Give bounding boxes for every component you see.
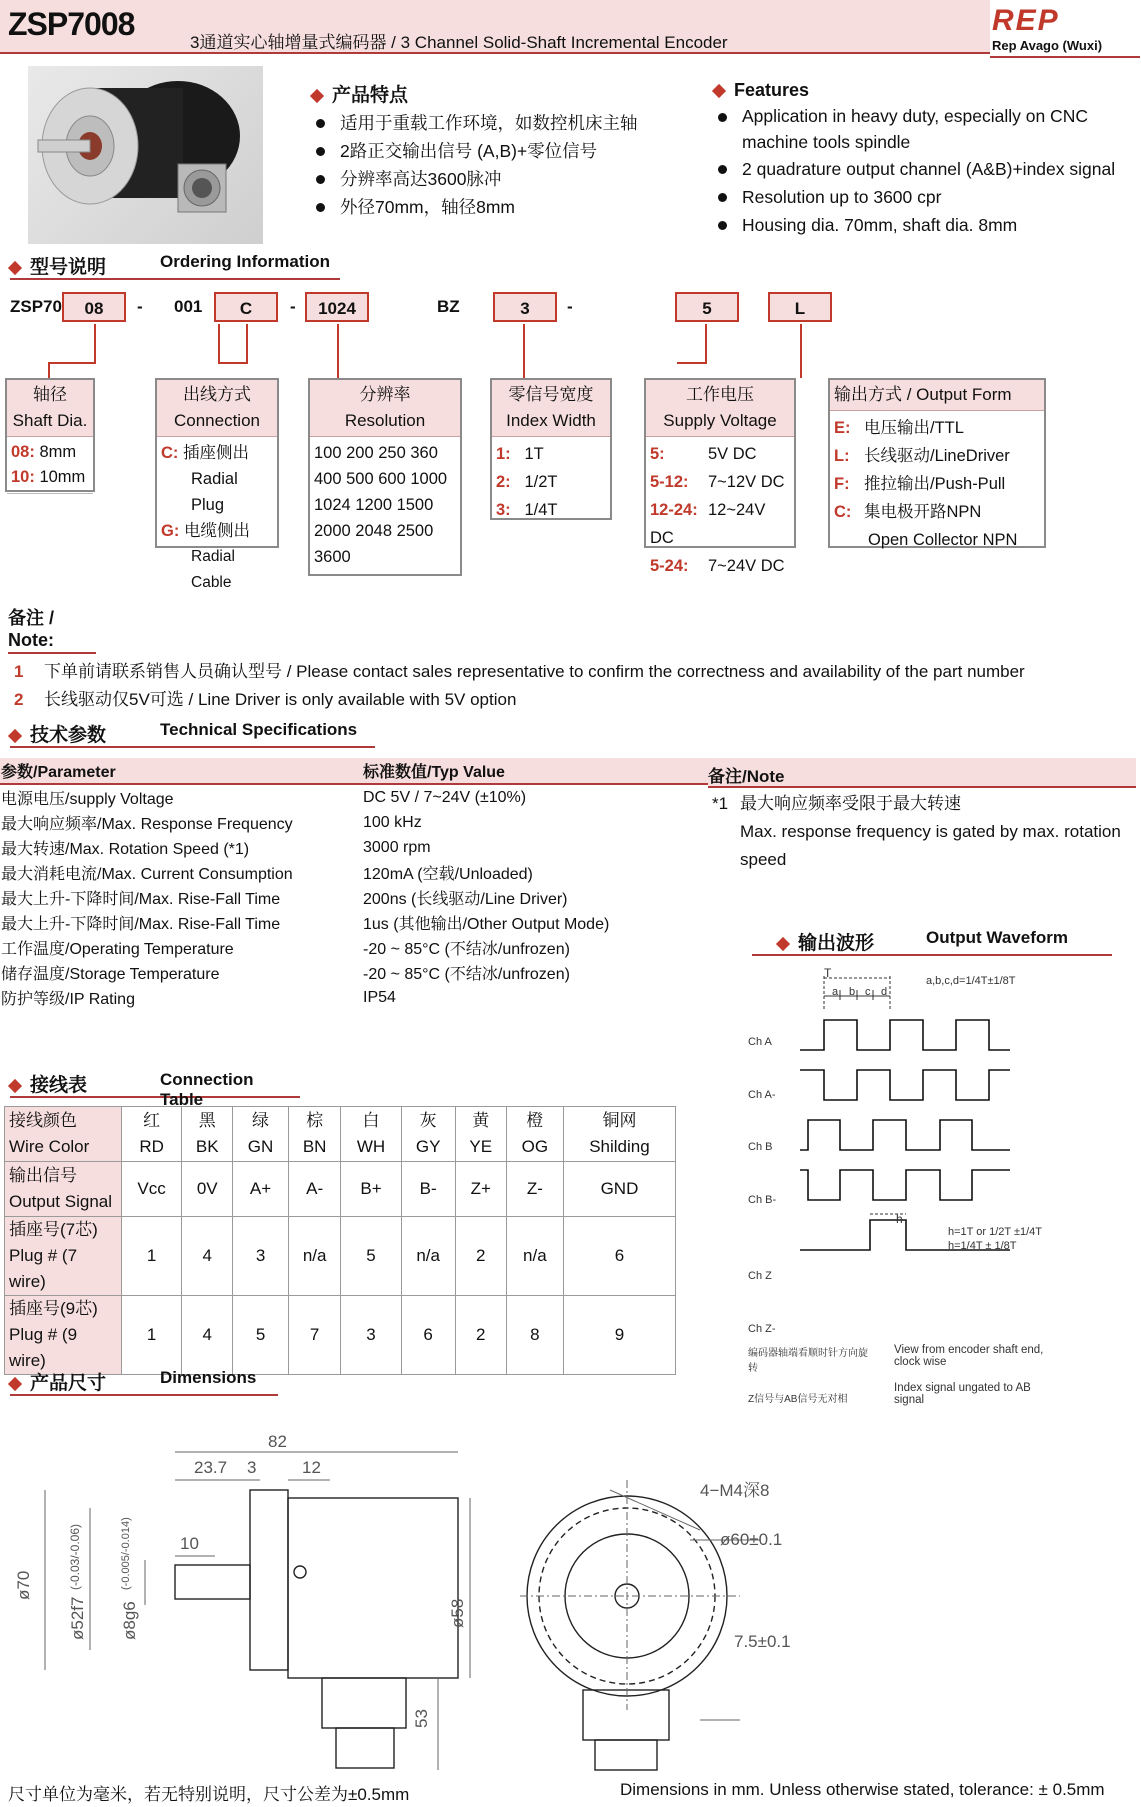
wave-h-note2: h=1/4T ± 1/8T (948, 1240, 1017, 1252)
table-cell: 8 (506, 1296, 563, 1375)
table-cell: 9 (563, 1296, 675, 1375)
spec-value: IP54 (363, 988, 396, 1006)
note-mark: *1 (712, 794, 729, 813)
specs-note-head (708, 758, 1136, 788)
row-label (5, 1217, 122, 1296)
dim-52-tol: (-0.03/-0.06) (68, 1523, 82, 1590)
brand-logo (990, 4, 1140, 58)
table-cell: 5 (233, 1296, 289, 1375)
cell-cn: 红 (143, 1111, 161, 1130)
table-cell: n/a (288, 1217, 341, 1296)
wave-ch-z-neg: Ch Z- (748, 1323, 776, 1335)
table-cell: 6 (563, 1217, 675, 1296)
wave-ch-b-neg: Ch B- (748, 1194, 777, 1206)
resolution-box (308, 378, 462, 576)
table-cell (401, 1107, 455, 1162)
row-label (5, 1107, 122, 1162)
resolution-head: 分辨率 Resolution (310, 380, 460, 437)
option-row: C: 插座侧出 (161, 444, 250, 462)
spec-parameter: 电源电压/supply Voltage (1, 791, 174, 808)
dim-8-tol: (-0.005/-0.014) (120, 1517, 132, 1590)
row-label (5, 1162, 122, 1217)
code-connection: C (214, 292, 278, 322)
dim-10: 10 (180, 1534, 199, 1553)
cell-en: Shilding (589, 1137, 650, 1156)
wiring-heading (10, 1070, 300, 1109)
row-label-en: Plug # (9 wire) (9, 1325, 78, 1370)
code-voltage: 5 (675, 292, 739, 322)
wave-cw-cn: 编码器轴端看顺时针方向旋转 (748, 1348, 868, 1374)
specs-heading (10, 720, 375, 748)
wiring-table (4, 1106, 676, 1375)
spec-parameter: 最大上升-下降时间/Max. Rise-Fall Time (1, 916, 281, 933)
table-cell: A- (288, 1162, 341, 1217)
option-row: F: 推拉输出/Push-Pull (834, 475, 1006, 493)
notes-section (8, 604, 1128, 714)
table-row (0, 810, 708, 835)
list-item: 2 quadrature output channel (A&B)+index signal (714, 155, 1134, 183)
spec-value: 100 kHz (363, 813, 422, 831)
features-en (714, 80, 1134, 239)
dim-58: ø58 (448, 1598, 467, 1628)
wave-z-cn: Z信号与AB信号无对相 (748, 1394, 848, 1405)
list-item: 外径70mm，轴径8mm (312, 193, 692, 221)
logo-subtext: Rep Avago (Wuxi) (992, 38, 1103, 53)
option-row: 08: 8mm (11, 443, 77, 461)
connector-line (523, 324, 525, 378)
code-shaft: 08 (62, 292, 126, 322)
cell-cn: 灰 (419, 1111, 437, 1130)
cell-cn: 黄 (472, 1111, 490, 1130)
row-label (5, 1296, 122, 1375)
supply-voltage-options (646, 437, 794, 583)
spec-value: -20 ~ 85°C (不结冰/unfrozen) (363, 966, 570, 983)
dim-m4: 4−M4深8 (700, 1481, 770, 1500)
dim-8: ø8g6 (120, 1601, 139, 1640)
wave-abcd-note: a,b,c,d=1/4T±1/8T (926, 975, 1016, 987)
dimensions-title-en: Dimensions (160, 1368, 257, 1387)
option-row: 3600 (314, 548, 351, 566)
specs-note (712, 790, 1122, 874)
wiring-body (5, 1107, 676, 1375)
footer-cn: 尺寸单位为毫米，若无特别说明，尺寸公差为±0.5mm (8, 1785, 410, 1804)
table-row (0, 860, 708, 885)
note-en: Max. response frequency is gated by max. rotation speed (740, 822, 1121, 869)
connector-line (337, 324, 339, 378)
cell-en: BK (195, 1137, 219, 1156)
specs-col-parameter: 参数/Parameter (0, 758, 362, 784)
code-mid: 001 (174, 297, 203, 316)
notes-title: 备注 / Note: (8, 604, 96, 654)
table-cell: 0V (182, 1162, 233, 1217)
output-signal-row (5, 1162, 676, 1217)
spec-parameter: 最大上升-下降时间/Max. Rise-Fall Time (1, 891, 281, 908)
resolution-options (310, 437, 460, 573)
cell-en: GY (415, 1137, 441, 1156)
code-dash: - (290, 297, 296, 316)
table-cell: B+ (341, 1162, 401, 1217)
table-row (0, 784, 708, 810)
dimensions-heading (10, 1368, 278, 1396)
code-dash: - (137, 297, 143, 316)
code-bz: BZ (437, 297, 460, 316)
spec-value: 200ns (长线驱动/Line Driver) (363, 891, 568, 908)
option-row: 3: 1/4T (496, 501, 558, 519)
wave-c: c (865, 986, 871, 998)
wave-h-note1: h=1T or 1/2T ±1/4T (948, 1226, 1042, 1238)
empty-row (7, 493, 93, 514)
encoder-illustration (28, 66, 263, 244)
list-item: Application in heavy duty, especially on CNC machine tools spindle (714, 103, 1134, 155)
cell-cn: 绿 (252, 1111, 270, 1130)
wave-a: a (832, 986, 839, 998)
option-row: C: 集电极开路NPN (834, 503, 982, 521)
waveform-heading (752, 926, 1112, 956)
table-cell: n/a (401, 1217, 455, 1296)
cell-cn: 棕 (306, 1111, 324, 1130)
wiring-title-en: Connection Table (160, 1070, 254, 1109)
diamond-icon (8, 261, 22, 275)
waveform-diagram (740, 960, 1140, 1280)
connector-line (677, 324, 707, 364)
cell-en: OG (521, 1137, 549, 1156)
option-row: 400 500 600 1000 (314, 470, 448, 488)
dim-12: 12 (302, 1458, 321, 1477)
spec-parameter: 最大消耗电流/Max. Current Consumption (1, 866, 293, 883)
row-label-en: Plug # (7 wire) (9, 1246, 78, 1291)
table-cell (288, 1107, 341, 1162)
dimension-drawing (0, 1420, 1141, 1780)
connector-line (800, 324, 802, 378)
specs-table (0, 758, 708, 1010)
option-row: 2: 1/2T (496, 473, 558, 491)
table-cell (455, 1107, 506, 1162)
option-row: E: 电压输出/TTL (834, 419, 964, 437)
table-cell: GND (563, 1162, 675, 1217)
wave-z-en: Index signal ungated to AB signal (894, 1382, 1031, 1406)
row-label-cn: 插座号(9芯) (9, 1299, 98, 1318)
output-form-options (830, 411, 1044, 557)
page-header (0, 0, 1141, 56)
diamond-icon (8, 1079, 22, 1093)
table-cell (182, 1107, 233, 1162)
spec-parameter: 储存温度/Storage Temperature (1, 966, 220, 983)
table-row (0, 758, 708, 784)
wave-ch-a-neg: Ch A- (748, 1089, 776, 1101)
row-label-cn: 插座号(7芯) (9, 1220, 98, 1239)
cell-en: WH (356, 1137, 386, 1156)
supply-voltage-box (644, 378, 796, 575)
connection-options (157, 437, 277, 599)
table-row (0, 935, 708, 960)
spec-parameter: 防护等级/IP Rating (1, 991, 135, 1008)
table-row (0, 835, 708, 860)
code-resolution: 1024 (305, 292, 369, 322)
cell-en: YE (469, 1137, 493, 1156)
dimensions-title-cn: 产品尺寸 (10, 1368, 106, 1395)
option-row-en: Radial Plug (191, 470, 238, 514)
option-row: 5-24: 7~24V DC (650, 557, 785, 575)
table-row (0, 960, 708, 985)
row-label-cn: 输出信号 (9, 1166, 77, 1185)
option-row: 5-12: 7~12V DC (650, 473, 785, 491)
spec-parameter: 最大响应频率/Max. Response Frequency (1, 816, 293, 833)
supply-voltage-head: 工作电压 Supply Voltage (646, 380, 794, 437)
diamond-icon (8, 729, 22, 743)
code-dash: - (567, 297, 573, 316)
connector-line (48, 324, 96, 364)
spec-value: -20 ~ 85°C (不结冰/unfrozen) (363, 941, 570, 958)
index-width-options (492, 437, 610, 527)
ordering-title-en: Ordering Information (160, 252, 330, 271)
wire-color-row (5, 1107, 676, 1162)
table-cell: n/a (506, 1217, 563, 1296)
connector-line (218, 324, 248, 364)
cell-cn: 白 (362, 1111, 380, 1130)
diamond-icon (310, 89, 324, 103)
table-cell (563, 1107, 675, 1162)
table-cell: 4 (182, 1217, 233, 1296)
option-row: 2000 2048 2500 (314, 522, 434, 540)
cell-en: RD (139, 1137, 164, 1156)
model-number: ZSP7008 (8, 6, 135, 42)
cell-en: BN (302, 1137, 327, 1156)
option-row-en: Radial Cable (191, 548, 235, 591)
diamond-icon (776, 937, 790, 951)
plug9-row (5, 1296, 676, 1375)
table-cell: 6 (401, 1296, 455, 1375)
specs-title-cn: 技术参数 (10, 720, 106, 747)
note-row: 1 下单前请联系销售人员确认型号 / Please contact sales representative to confirm the correctness and availability of the part number (14, 662, 1025, 681)
features-cn-title: 产品特点 (332, 85, 409, 106)
code-prefix: ZSP70 (10, 297, 62, 316)
list-item: 2路正交输出信号 (A,B)+零位信号 (312, 137, 692, 165)
shaft-dia-box (5, 378, 95, 492)
table-cell: 7 (288, 1296, 341, 1375)
row-label-cn: 接线颜色 (9, 1111, 77, 1130)
spec-value: DC 5V / 7~24V (±10%) (363, 788, 527, 806)
connector-line (48, 362, 50, 378)
row-label-en: Output Signal (9, 1192, 113, 1211)
dim-53: 53 (412, 1709, 431, 1728)
table-cell: 1 (122, 1217, 182, 1296)
plug7-row (5, 1217, 676, 1296)
code-index: 3 (493, 292, 557, 322)
option-row: G: 电缆侧出 (161, 522, 250, 540)
dim-52: ø52f7 (68, 1596, 87, 1640)
table-cell (233, 1107, 289, 1162)
option-row: 1: 1T (496, 445, 544, 463)
wave-ch-a: Ch A (748, 1036, 772, 1048)
table-cell (122, 1107, 182, 1162)
table-row (0, 885, 708, 910)
logo-text: REP (992, 4, 1060, 37)
specs-title-en: Technical Specifications (160, 720, 358, 739)
list-item: Resolution up to 3600 cpr (714, 183, 1134, 211)
diamond-icon (8, 1377, 22, 1391)
index-width-box (490, 378, 612, 520)
table-cell: 3 (341, 1296, 401, 1375)
features-en-title: Features (734, 80, 810, 100)
diamond-icon (712, 84, 726, 98)
dim-3: 3 (247, 1458, 257, 1477)
spec-value: 3000 rpm (363, 838, 431, 856)
dim-70: ø70 (14, 1570, 33, 1600)
ordering-title-cn: 型号说明 (10, 252, 106, 279)
table-cell: A+ (233, 1162, 289, 1217)
dim-23-7: 23.7 (194, 1458, 228, 1477)
table-row (0, 910, 708, 935)
waveform-title-en: Output Waveform (926, 928, 1068, 947)
footer-en: Dimensions in mm. Unless otherwise stated, tolerance: ± 0.5mm (620, 1780, 1105, 1799)
shaft-dia-head: 轴径 Shaft Dia. (7, 380, 93, 437)
features-en-list (714, 103, 1134, 239)
option-row: L: 长线驱动/LineDriver (834, 447, 1010, 465)
cell-en: GN (247, 1137, 274, 1156)
note-row: 2 长线驱动仅5V可选 / Line Driver is only available with 5V option (14, 690, 517, 709)
ordering-code-row (0, 292, 1141, 326)
table-cell: 1 (122, 1296, 182, 1375)
shaft-dia-options (7, 437, 93, 493)
dim-82: 82 (268, 1432, 287, 1451)
wave-ch-b: Ch B (748, 1141, 773, 1153)
wave-cw-en: View from encoder shaft end, clock wise (894, 1344, 1044, 1368)
connection-head: 出线方式 Connection (157, 380, 277, 437)
table-cell: Z- (506, 1162, 563, 1217)
table-cell: 2 (455, 1296, 506, 1375)
table-cell: B- (401, 1162, 455, 1217)
row-label-en: Wire Color (9, 1137, 90, 1156)
wave-h-label: h (896, 1212, 903, 1226)
table-cell: 3 (233, 1217, 289, 1296)
table-cell: 5 (341, 1217, 401, 1296)
note-cn: 最大响应频率受限于最大转速 (740, 794, 961, 813)
table-cell (506, 1107, 563, 1162)
cell-cn: 铜网 (602, 1111, 637, 1130)
header-bar (0, 0, 990, 54)
specs-body (0, 784, 708, 1010)
dim-60: ø60±0.1 (720, 1530, 783, 1549)
ordering-heading (10, 252, 340, 280)
list-item: 适用于重载工作环境，如数控机床主轴 (312, 109, 692, 137)
spec-parameter: 最大转速/Max. Rotation Speed (*1) (1, 841, 250, 858)
wave-b: b (849, 986, 856, 998)
table-row (0, 985, 708, 1010)
features-cn-heading (312, 80, 692, 107)
product-subtitle: 3通道实心轴增量式编码器 / 3 Channel Solid-Shaft Incremental Encoder (190, 33, 728, 52)
wave-t-label: T (824, 966, 832, 980)
specs-col-note: 备注/Note (708, 767, 785, 786)
table-cell: Z+ (455, 1162, 506, 1217)
wave-d: d (881, 986, 888, 998)
output-form-head: 输出方式 / Output Form (830, 380, 1044, 411)
connection-box (155, 378, 279, 591)
features-en-heading (714, 80, 1134, 101)
option-row: 5: 5V DC (650, 445, 757, 463)
cell-cn: 黑 (198, 1111, 216, 1130)
list-item: 分辨率高达3600脉冲 (312, 165, 692, 193)
dim-7-5: 7.5±0.1 (734, 1632, 791, 1651)
code-output: L (768, 292, 832, 322)
features-cn-list (312, 109, 692, 221)
index-width-head: 零信号宽度 Index Width (492, 380, 610, 437)
features-cn (312, 80, 692, 221)
output-form-box (828, 378, 1046, 548)
table-cell: 2 (455, 1217, 506, 1296)
specs-col-value: 标准数值/Typ Value (362, 758, 708, 784)
table-cell (341, 1107, 401, 1162)
wave-ch-z: Ch Z (748, 1270, 772, 1282)
option-row: 10: 10mm (11, 468, 86, 486)
table-cell: Vcc (122, 1162, 182, 1217)
spec-parameter: 工作温度/Operating Temperature (1, 941, 234, 958)
spec-value: 1us (其他输出/Other Output Mode) (363, 916, 610, 933)
table-cell: 4 (182, 1296, 233, 1375)
waveform-title-cn: 输出波形 (778, 928, 874, 955)
option-row: Open Collector NPN (868, 531, 1018, 549)
wiring-title-cn: 接线表 (10, 1070, 87, 1097)
cell-cn: 橙 (526, 1111, 544, 1130)
spec-value: 120mA (空载/Unloaded) (363, 866, 533, 883)
option-row: 1024 1200 1500 (314, 496, 434, 514)
option-row: 100 200 250 360 (314, 444, 438, 462)
product-photo (28, 66, 263, 244)
list-item: Housing dia. 70mm, shaft dia. 8mm (714, 211, 1134, 239)
option-row: 12-24: 12~24V DC (650, 501, 766, 547)
